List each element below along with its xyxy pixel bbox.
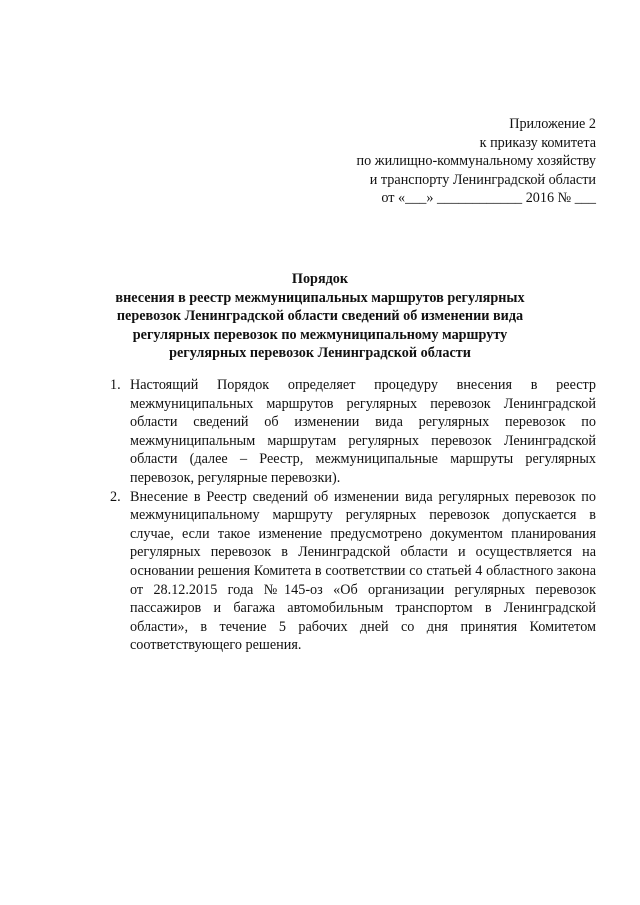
appendix-number: Приложение 2: [509, 116, 596, 132]
order-reference: к приказу комитета: [479, 134, 596, 151]
committee-line-2: и транспорту Ленинградской области: [369, 171, 596, 188]
title-line: регулярных перевозок по межмуниципальному маршруту: [132, 326, 508, 343]
title-line: Порядок: [291, 271, 349, 287]
procedure-list: [110, 376, 596, 655]
list-item: [110, 376, 596, 488]
item-text: Настоящий Порядок определяет процедуру внесения в реестр межмуниципальных маршрутов регулярных перевозок Ленинградской области сведений об изменении вида регулярных перевозок по межмуниципальным маршрутам регулярных перевозок Ленинградской области (далее – Реестр, межмуниципальные маршруты регулярных перевозок, регулярные перевозки).: [130, 377, 596, 486]
title-line: перевозок Ленинградской области сведений об изменении вида: [116, 308, 524, 325]
title-line: регулярных перевозок Ленинградской области: [169, 345, 471, 362]
item-text: Внесение в Реестр сведений об изменении вида регулярных перевозок по межмуниципальному маршруту регулярных перевозок допускается в случае, если такое изменение предусмотрено документом планирования регулярных перевозок в Ленинградской области и осуществляется на основании решения Комитета в соответствии со статьей 4 областного закона от 28.12.2015 года №145-оз «Об организации регулярных перевозок пассажиров и багажа автомобильным транспортом в Ленинградской области», в течение 5 рабочих дней со дня принятия Комитетом соответствующего решения.: [130, 488, 596, 654]
item-number: 2.: [110, 488, 121, 505]
appendix-header: [276, 115, 596, 208]
list-item: [110, 488, 596, 655]
order-date-line: от «___» ____________ 2016 № ___: [381, 190, 596, 207]
committee-line-1: по жилищно-коммунальному хозяйству: [356, 153, 596, 170]
item-number: 1.: [110, 377, 121, 393]
document-title: [60, 270, 580, 363]
title-line: внесения в реестр межмуниципальных маршрутов регулярных: [115, 289, 525, 306]
